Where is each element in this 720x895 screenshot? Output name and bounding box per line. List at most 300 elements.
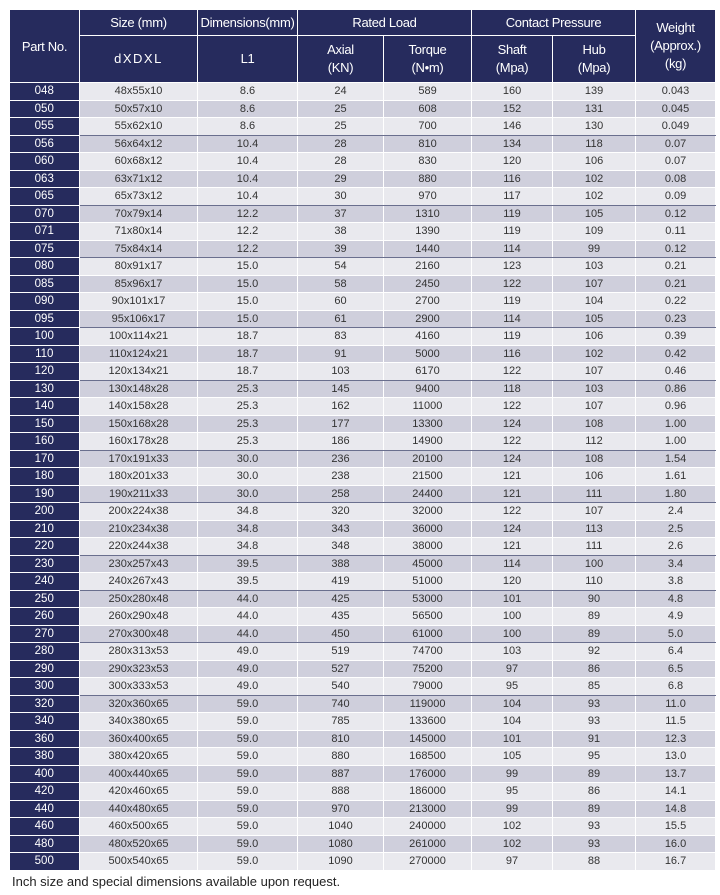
weight-cell: 16.0 bbox=[636, 835, 716, 853]
l1-cell: 15.0 bbox=[198, 258, 298, 276]
l1-cell: 10.4 bbox=[198, 170, 298, 188]
weight-header bbox=[636, 10, 716, 83]
part-no-cell: 100 bbox=[10, 328, 80, 346]
size-cell: 230x257x43 bbox=[80, 555, 198, 573]
shaft-cell: 121 bbox=[472, 538, 553, 556]
hub-cell: 92 bbox=[553, 643, 636, 661]
shaft-cell: 119 bbox=[472, 293, 553, 311]
l1-cell: 49.0 bbox=[198, 678, 298, 696]
weight-cell: 0.049 bbox=[636, 118, 716, 136]
part-no-cell: 200 bbox=[10, 503, 80, 521]
part-no-cell: 075 bbox=[10, 240, 80, 258]
l1-cell: 12.2 bbox=[198, 223, 298, 241]
axial-cell: 425 bbox=[298, 590, 384, 608]
size-cell: 420x460x65 bbox=[80, 783, 198, 801]
axial-cell: 887 bbox=[298, 765, 384, 783]
part-no-cell: 250 bbox=[10, 590, 80, 608]
size-subheader: dXDXL bbox=[80, 36, 198, 83]
part-no-cell: 056 bbox=[10, 135, 80, 153]
weight-cell: 0.043 bbox=[636, 83, 716, 101]
torque-cell: 700 bbox=[384, 118, 472, 136]
torque-cell: 6170 bbox=[384, 363, 472, 381]
table-row bbox=[10, 730, 716, 748]
l1-cell: 59.0 bbox=[198, 695, 298, 713]
axial-cell: 519 bbox=[298, 643, 384, 661]
hub-cell: 108 bbox=[553, 450, 636, 468]
weight-cell: 0.23 bbox=[636, 310, 716, 328]
axial-cell: 343 bbox=[298, 520, 384, 538]
axial-cell: 419 bbox=[298, 573, 384, 591]
size-cell: 180x201x33 bbox=[80, 468, 198, 486]
size-cell: 71x80x14 bbox=[80, 223, 198, 241]
part-no-cell: 071 bbox=[10, 223, 80, 241]
axial-cell: 177 bbox=[298, 415, 384, 433]
table-row bbox=[10, 608, 716, 626]
l1-cell: 18.7 bbox=[198, 363, 298, 381]
table-row bbox=[10, 625, 716, 643]
torque-cell: 14900 bbox=[384, 433, 472, 451]
torque-cell: 2450 bbox=[384, 275, 472, 293]
shaft-cell: 103 bbox=[472, 643, 553, 661]
size-cell: 320x360x65 bbox=[80, 695, 198, 713]
shaft-cell: 116 bbox=[472, 345, 553, 363]
part-no-cell: 120 bbox=[10, 363, 80, 381]
hub-cell: 106 bbox=[553, 468, 636, 486]
contact-pressure-header: Contact Pressure bbox=[472, 10, 636, 36]
weight-cell: 15.5 bbox=[636, 818, 716, 836]
part-no-cell: 360 bbox=[10, 730, 80, 748]
l1-cell: 18.7 bbox=[198, 328, 298, 346]
table-row bbox=[10, 398, 716, 416]
size-cell: 140x158x28 bbox=[80, 398, 198, 416]
part-no-cell: 210 bbox=[10, 520, 80, 538]
shaft-cell: 97 bbox=[472, 853, 553, 871]
hub-cell: 100 bbox=[553, 555, 636, 573]
weight-cell: 6.8 bbox=[636, 678, 716, 696]
shaft-cell: 117 bbox=[472, 188, 553, 206]
dimensions-subheader: L1 bbox=[198, 36, 298, 83]
part-no-cell: 090 bbox=[10, 293, 80, 311]
shaft-cell: 124 bbox=[472, 415, 553, 433]
shaft-cell: 119 bbox=[472, 328, 553, 346]
part-no-cell: 180 bbox=[10, 468, 80, 486]
hub-cell: 111 bbox=[553, 538, 636, 556]
hub-cell: 102 bbox=[553, 170, 636, 188]
l1-cell: 18.7 bbox=[198, 345, 298, 363]
table-row bbox=[10, 188, 716, 206]
size-cell: 400x440x65 bbox=[80, 765, 198, 783]
axial-cell: 1040 bbox=[298, 818, 384, 836]
shaft-cell: 124 bbox=[472, 450, 553, 468]
part-no-cell: 480 bbox=[10, 835, 80, 853]
weight-cell: 4.9 bbox=[636, 608, 716, 626]
weight-cell: 3.8 bbox=[636, 573, 716, 591]
table-row bbox=[10, 660, 716, 678]
weight-cell: 14.8 bbox=[636, 800, 716, 818]
weight-cell: 0.96 bbox=[636, 398, 716, 416]
torque-cell: 1310 bbox=[384, 205, 472, 223]
size-cell: 170x191x33 bbox=[80, 450, 198, 468]
axial-cell: 24 bbox=[298, 83, 384, 101]
size-cell: 65x73x12 bbox=[80, 188, 198, 206]
size-cell: 200x224x38 bbox=[80, 503, 198, 521]
part-no-cell: 170 bbox=[10, 450, 80, 468]
table-row bbox=[10, 83, 716, 101]
size-cell: 360x400x65 bbox=[80, 730, 198, 748]
l1-cell: 10.4 bbox=[198, 188, 298, 206]
l1-cell: 10.4 bbox=[198, 135, 298, 153]
hub-cell: 88 bbox=[553, 853, 636, 871]
shaft-cell: 95 bbox=[472, 783, 553, 801]
part-no-cell: 440 bbox=[10, 800, 80, 818]
shaft-cell: 100 bbox=[472, 608, 553, 626]
size-cell: 90x101x17 bbox=[80, 293, 198, 311]
weight-cell: 1.61 bbox=[636, 468, 716, 486]
size-cell: 50x57x10 bbox=[80, 100, 198, 118]
hub-cell: 86 bbox=[553, 660, 636, 678]
size-cell: 120x134x21 bbox=[80, 363, 198, 381]
axial-cell: 30 bbox=[298, 188, 384, 206]
torque-cell: 74700 bbox=[384, 643, 472, 661]
torque-cell: 4160 bbox=[384, 328, 472, 346]
size-cell: 460x500x65 bbox=[80, 818, 198, 836]
shaft-cell: 114 bbox=[472, 555, 553, 573]
weight-cell: 0.39 bbox=[636, 328, 716, 346]
torque-cell: 53000 bbox=[384, 590, 472, 608]
axial-cell: 527 bbox=[298, 660, 384, 678]
l1-cell: 44.0 bbox=[198, 625, 298, 643]
torque-cell: 5000 bbox=[384, 345, 472, 363]
torque-cell: 133600 bbox=[384, 713, 472, 731]
axial-cell: 39 bbox=[298, 240, 384, 258]
hub-cell: 102 bbox=[553, 188, 636, 206]
l1-cell: 34.8 bbox=[198, 503, 298, 521]
axial-cell: 162 bbox=[298, 398, 384, 416]
part-no-cell: 460 bbox=[10, 818, 80, 836]
torque-cell: 79000 bbox=[384, 678, 472, 696]
table-row bbox=[10, 240, 716, 258]
l1-cell: 15.0 bbox=[198, 310, 298, 328]
hub-cell: 108 bbox=[553, 415, 636, 433]
weight-cell: 1.00 bbox=[636, 433, 716, 451]
table-row bbox=[10, 310, 716, 328]
part-no-cell: 340 bbox=[10, 713, 80, 731]
weight-cell: 16.7 bbox=[636, 853, 716, 871]
weight-cell: 12.3 bbox=[636, 730, 716, 748]
weight-cell: 0.46 bbox=[636, 363, 716, 381]
size-cell: 270x300x48 bbox=[80, 625, 198, 643]
table-body bbox=[10, 83, 716, 871]
size-header: Size (mm) bbox=[80, 10, 198, 36]
part-no-cell: 160 bbox=[10, 433, 80, 451]
weight-cell: 0.07 bbox=[636, 135, 716, 153]
table-row bbox=[10, 293, 716, 311]
footnote: Inch size and special dimensions available upon request. bbox=[12, 874, 341, 889]
table-row bbox=[10, 485, 716, 503]
size-cell: 60x68x12 bbox=[80, 153, 198, 171]
table-row bbox=[10, 818, 716, 836]
l1-cell: 8.6 bbox=[198, 83, 298, 101]
weight-cell: 13.7 bbox=[636, 765, 716, 783]
shaft-cell: 101 bbox=[472, 590, 553, 608]
weight-cell: 2.4 bbox=[636, 503, 716, 521]
table-row bbox=[10, 573, 716, 591]
hub-cell: 111 bbox=[553, 485, 636, 503]
hub-cell: 90 bbox=[553, 590, 636, 608]
part-no-cell: 065 bbox=[10, 188, 80, 206]
part-no-cell: 140 bbox=[10, 398, 80, 416]
shaft-cell: 122 bbox=[472, 398, 553, 416]
weight-cell: 0.21 bbox=[636, 275, 716, 293]
size-cell: 260x290x48 bbox=[80, 608, 198, 626]
torque-cell: 186000 bbox=[384, 783, 472, 801]
axial-cell: 91 bbox=[298, 345, 384, 363]
weight-cell: 0.42 bbox=[636, 345, 716, 363]
table-row bbox=[10, 555, 716, 573]
table-row bbox=[10, 380, 716, 398]
dimensions-header: Dimensions(mm) bbox=[198, 10, 298, 36]
weight-unit-label: (kg) bbox=[664, 56, 687, 71]
table-row bbox=[10, 643, 716, 661]
axial-cell: 258 bbox=[298, 485, 384, 503]
torque-cell: 45000 bbox=[384, 555, 472, 573]
torque-cell: 36000 bbox=[384, 520, 472, 538]
part-no-cell: 300 bbox=[10, 678, 80, 696]
axial-cell: 888 bbox=[298, 783, 384, 801]
axial-cell: 388 bbox=[298, 555, 384, 573]
size-cell: 150x168x28 bbox=[80, 415, 198, 433]
weight-cell: 0.07 bbox=[636, 153, 716, 171]
size-cell: 280x313x53 bbox=[80, 643, 198, 661]
hub-cell: 110 bbox=[553, 573, 636, 591]
shaft-cell: 100 bbox=[472, 625, 553, 643]
torque-cell: 75200 bbox=[384, 660, 472, 678]
weight-label: Weight bbox=[656, 20, 695, 35]
axial-cell: 58 bbox=[298, 275, 384, 293]
shaft-cell: 120 bbox=[472, 573, 553, 591]
l1-cell: 34.8 bbox=[198, 538, 298, 556]
torque-cell: 21500 bbox=[384, 468, 472, 486]
part-no-cell: 080 bbox=[10, 258, 80, 276]
weight-cell: 14.1 bbox=[636, 783, 716, 801]
shaft-cell: 122 bbox=[472, 503, 553, 521]
table-row bbox=[10, 853, 716, 871]
l1-cell: 44.0 bbox=[198, 590, 298, 608]
torque-cell: 830 bbox=[384, 153, 472, 171]
weight-cell: 3.4 bbox=[636, 555, 716, 573]
shaft-cell: 97 bbox=[472, 660, 553, 678]
torque-cell: 32000 bbox=[384, 503, 472, 521]
size-cell: 110x124x21 bbox=[80, 345, 198, 363]
l1-cell: 59.0 bbox=[198, 853, 298, 871]
table-row bbox=[10, 170, 716, 188]
torque-cell: 1440 bbox=[384, 240, 472, 258]
axial-cell: 38 bbox=[298, 223, 384, 241]
torque-cell: 810 bbox=[384, 135, 472, 153]
size-cell: 130x148x28 bbox=[80, 380, 198, 398]
torque-cell: 2900 bbox=[384, 310, 472, 328]
table-row bbox=[10, 153, 716, 171]
size-cell: 70x79x14 bbox=[80, 205, 198, 223]
torque-cell: 9400 bbox=[384, 380, 472, 398]
hub-cell: 105 bbox=[553, 310, 636, 328]
shaft-cell: 121 bbox=[472, 468, 553, 486]
part-no-cell: 380 bbox=[10, 748, 80, 766]
hub-cell: 93 bbox=[553, 818, 636, 836]
hub-cell: 89 bbox=[553, 800, 636, 818]
l1-cell: 59.0 bbox=[198, 730, 298, 748]
shaft-cell: 99 bbox=[472, 765, 553, 783]
l1-cell: 12.2 bbox=[198, 240, 298, 258]
hub-cell: 86 bbox=[553, 783, 636, 801]
part-no-header: Part No. bbox=[10, 10, 80, 83]
weight-cell: 2.6 bbox=[636, 538, 716, 556]
l1-cell: 59.0 bbox=[198, 713, 298, 731]
torque-header: Torque (N•m) bbox=[384, 36, 472, 83]
part-no-cell: 130 bbox=[10, 380, 80, 398]
weight-cell: 6.5 bbox=[636, 660, 716, 678]
axial-header: Axial (KN) bbox=[298, 36, 384, 83]
table-row bbox=[10, 415, 716, 433]
shaft-cell: 114 bbox=[472, 240, 553, 258]
part-no-cell: 048 bbox=[10, 83, 80, 101]
shaft-cell: 160 bbox=[472, 83, 553, 101]
l1-cell: 30.0 bbox=[198, 468, 298, 486]
hub-cell: 113 bbox=[553, 520, 636, 538]
weight-cell: 0.86 bbox=[636, 380, 716, 398]
weight-cell: 0.21 bbox=[636, 258, 716, 276]
size-cell: 85x96x17 bbox=[80, 275, 198, 293]
part-no-cell: 190 bbox=[10, 485, 80, 503]
hub-cell: 106 bbox=[553, 328, 636, 346]
part-no-cell: 150 bbox=[10, 415, 80, 433]
weight-cell: 1.00 bbox=[636, 415, 716, 433]
part-no-cell: 240 bbox=[10, 573, 80, 591]
size-cell: 100x114x21 bbox=[80, 328, 198, 346]
hub-cell: 109 bbox=[553, 223, 636, 241]
size-cell: 300x333x53 bbox=[80, 678, 198, 696]
l1-cell: 15.0 bbox=[198, 275, 298, 293]
table-row bbox=[10, 433, 716, 451]
table-row bbox=[10, 118, 716, 136]
hub-cell: 91 bbox=[553, 730, 636, 748]
axial-cell: 1090 bbox=[298, 853, 384, 871]
torque-cell: 20100 bbox=[384, 450, 472, 468]
hub-cell: 107 bbox=[553, 398, 636, 416]
shaft-header: Shaft (Mpa) bbox=[472, 36, 553, 83]
shaft-cell: 122 bbox=[472, 275, 553, 293]
size-cell: 250x280x48 bbox=[80, 590, 198, 608]
torque-cell: 970 bbox=[384, 188, 472, 206]
hub-cell: 99 bbox=[553, 240, 636, 258]
l1-cell: 59.0 bbox=[198, 765, 298, 783]
table-row bbox=[10, 783, 716, 801]
axial-cell: 540 bbox=[298, 678, 384, 696]
hub-cell: 107 bbox=[553, 275, 636, 293]
shaft-cell: 114 bbox=[472, 310, 553, 328]
axial-cell: 186 bbox=[298, 433, 384, 451]
axial-cell: 25 bbox=[298, 100, 384, 118]
weight-cell: 4.8 bbox=[636, 590, 716, 608]
l1-cell: 59.0 bbox=[198, 835, 298, 853]
hub-cell: 118 bbox=[553, 135, 636, 153]
size-cell: 480x520x65 bbox=[80, 835, 198, 853]
axial-cell: 103 bbox=[298, 363, 384, 381]
size-cell: 63x71x12 bbox=[80, 170, 198, 188]
table-row bbox=[10, 275, 716, 293]
l1-cell: 25.3 bbox=[198, 380, 298, 398]
table-row bbox=[10, 590, 716, 608]
hub-cell: 89 bbox=[553, 765, 636, 783]
weight-cell: 0.12 bbox=[636, 205, 716, 223]
l1-cell: 59.0 bbox=[198, 818, 298, 836]
table-row bbox=[10, 713, 716, 731]
table-row bbox=[10, 258, 716, 276]
l1-cell: 10.4 bbox=[198, 153, 298, 171]
axial-cell: 61 bbox=[298, 310, 384, 328]
l1-cell: 59.0 bbox=[198, 783, 298, 801]
l1-cell: 12.2 bbox=[198, 205, 298, 223]
size-cell: 55x62x10 bbox=[80, 118, 198, 136]
hub-cell: 106 bbox=[553, 153, 636, 171]
l1-cell: 59.0 bbox=[198, 748, 298, 766]
size-cell: 56x64x12 bbox=[80, 135, 198, 153]
torque-cell: 119000 bbox=[384, 695, 472, 713]
l1-cell: 25.3 bbox=[198, 415, 298, 433]
l1-cell: 8.6 bbox=[198, 118, 298, 136]
l1-cell: 8.6 bbox=[198, 100, 298, 118]
l1-cell: 30.0 bbox=[198, 485, 298, 503]
shaft-cell: 122 bbox=[472, 433, 553, 451]
size-cell: 220x244x38 bbox=[80, 538, 198, 556]
part-no-cell: 260 bbox=[10, 608, 80, 626]
hub-cell: 103 bbox=[553, 258, 636, 276]
hub-cell: 89 bbox=[553, 608, 636, 626]
l1-cell: 59.0 bbox=[198, 800, 298, 818]
hub-cell: 130 bbox=[553, 118, 636, 136]
axial-cell: 83 bbox=[298, 328, 384, 346]
axial-cell: 740 bbox=[298, 695, 384, 713]
part-no-cell: 280 bbox=[10, 643, 80, 661]
size-cell: 75x84x14 bbox=[80, 240, 198, 258]
part-no-cell: 050 bbox=[10, 100, 80, 118]
shaft-cell: 95 bbox=[472, 678, 553, 696]
shaft-cell: 146 bbox=[472, 118, 553, 136]
shaft-cell: 120 bbox=[472, 153, 553, 171]
axial-cell: 970 bbox=[298, 800, 384, 818]
torque-cell: 168500 bbox=[384, 748, 472, 766]
hub-cell: 103 bbox=[553, 380, 636, 398]
torque-cell: 2700 bbox=[384, 293, 472, 311]
part-no-cell: 055 bbox=[10, 118, 80, 136]
rated-load-header: Rated Load bbox=[298, 10, 472, 36]
l1-cell: 44.0 bbox=[198, 608, 298, 626]
l1-cell: 49.0 bbox=[198, 643, 298, 661]
table-row bbox=[10, 205, 716, 223]
shaft-cell: 121 bbox=[472, 485, 553, 503]
torque-cell: 213000 bbox=[384, 800, 472, 818]
torque-cell: 270000 bbox=[384, 853, 472, 871]
axial-cell: 37 bbox=[298, 205, 384, 223]
size-cell: 190x211x33 bbox=[80, 485, 198, 503]
weight-approx-label: (Approx.) bbox=[650, 38, 701, 53]
part-no-cell: 070 bbox=[10, 205, 80, 223]
table-row bbox=[10, 363, 716, 381]
weight-cell: 0.045 bbox=[636, 100, 716, 118]
table-row bbox=[10, 503, 716, 521]
weight-cell: 11.0 bbox=[636, 695, 716, 713]
part-no-cell: 110 bbox=[10, 345, 80, 363]
